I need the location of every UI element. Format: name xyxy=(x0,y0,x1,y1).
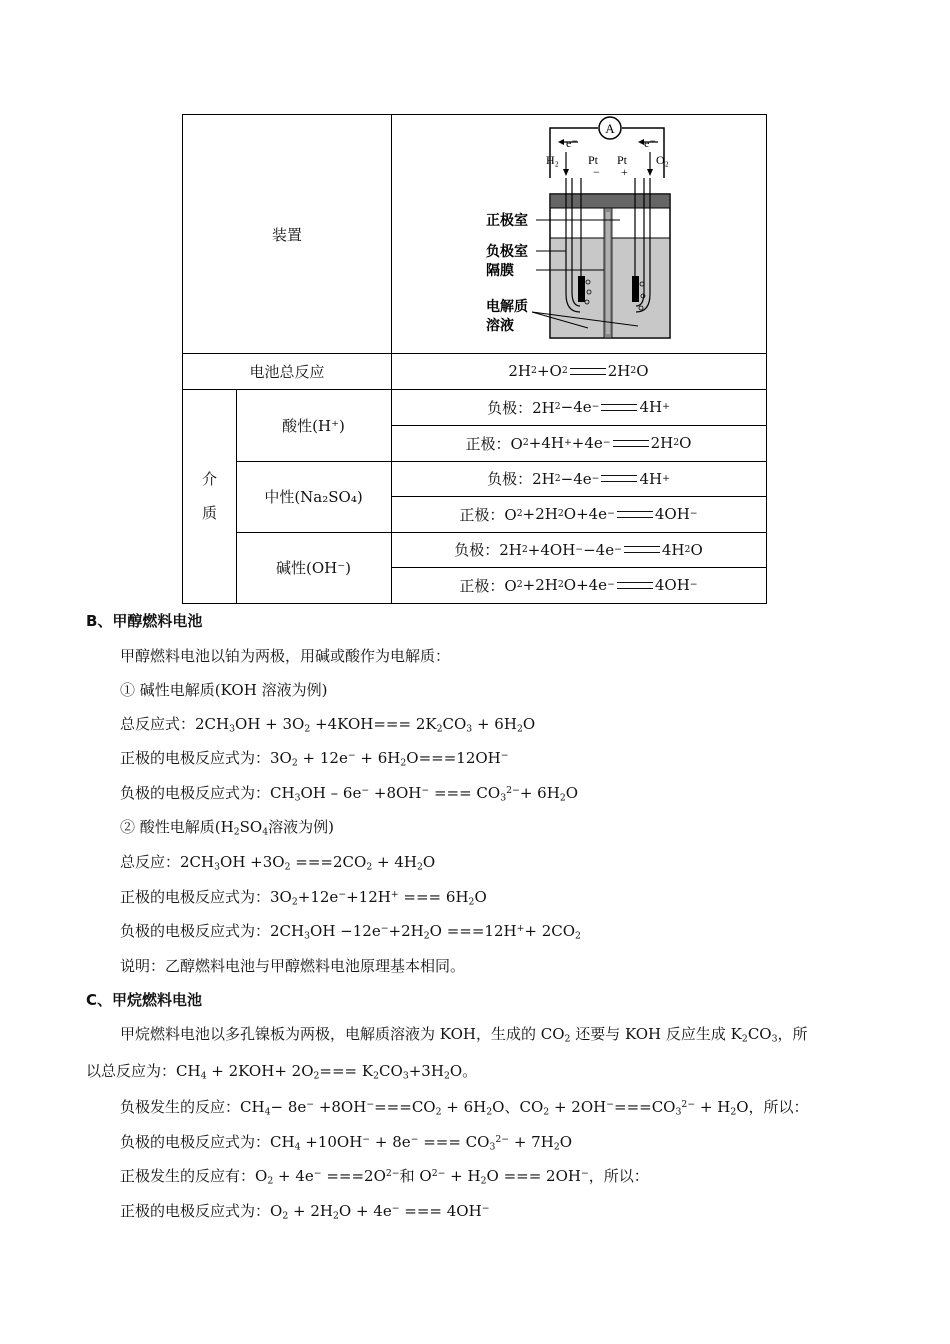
alkaline-label: 碱性(OH⁻) xyxy=(275,559,351,577)
section-c-cathode: 正极的电极反应式为：$O_2 + 2H_2O + 4e^-$ === 4OH− xyxy=(120,1202,490,1222)
section-b-alkaline-total: 总反应式：$2CH_3OH + 3O_2 +4KOH=== 2K_2CO_3 + 6H_2O$ xyxy=(120,715,536,735)
alkaline-anode: 负极：2H 2 +4OH − −4e − 4H 2 O xyxy=(454,540,703,559)
acid-cathode: 正极：O 2 +4H + +4e − 2H 2 O xyxy=(465,434,692,453)
medium-char-2: 质 xyxy=(201,504,217,522)
section-b-acid-total: 总反应：$2CH_3OH +3O_2 ===2CO_2 + 4H_2O$ xyxy=(120,853,436,873)
electron-right-label: e⁻ xyxy=(644,136,656,150)
section-c-anode: 负极的电极反应式为：$CH_4 +10OH^- + 8e^-$ === $CO_3^{2-} + 7H_2O$ xyxy=(120,1133,573,1153)
section-c-anode-reaction: 负极发生的反应：$CH_4- 8e^- +8OH^-===CO_2 + 6H_2O$、$CO_2 + 2OH^-===CO_3^{2-} + H_2O$，所以： xyxy=(120,1098,809,1118)
section-b-acid-cathode: 正极的电极反应式为：$3O_2+12e^-+12H^+$ === $6H_2O$ xyxy=(120,888,487,908)
neutral-label: 中性(Na₂SO₄) xyxy=(264,488,363,506)
h2-label: H₂ xyxy=(546,153,559,167)
ammeter-label: A xyxy=(605,121,615,136)
section-b-title: B、甲醇燃料电池 xyxy=(86,612,203,630)
section-c-intro: 甲烷燃料电池以多孔镍板为两极，电解质溶液为 KOH，生成的 $CO_2$ 还要与 KOH 反应生成 $K_2CO_3$，所 xyxy=(120,1025,808,1045)
section-b-acid-heading: ② 酸性电解质($H_2SO_4$溶液为例) xyxy=(120,818,334,838)
plus-sign: + xyxy=(621,165,628,179)
label-anode-room: 负极室 xyxy=(486,244,528,260)
section-c-cathode-reaction: 正极发生的反应有：$O_2 + 4e^- ===2O^{2-}$和 $O^{2-} + H_2O$ === 2OH−，所以： xyxy=(120,1167,649,1187)
acid-label: 酸性(H⁺) xyxy=(282,416,345,435)
total-reaction-equation: 2H 2 +O 2 2H 2 O xyxy=(508,362,649,380)
section-b-intro: 甲醇燃料电池以铂为两极，用碱或酸作为电解质： xyxy=(120,647,451,665)
neutral-cathode: 正极：O 2 +2H 2 O+4e − 4OH − xyxy=(459,505,698,524)
medium-label xyxy=(183,389,236,603)
neutral-anode: 负极：2H 2 −4e − 4H + xyxy=(487,469,670,488)
label-membrane: 隔膜 xyxy=(486,263,514,279)
acid-anode: 负极：2H 2 −4e − 4H + xyxy=(487,398,670,417)
section-b-note: 说明：乙醇燃料电池与甲醇燃料电池原理基本相同。 xyxy=(120,957,466,975)
minus-sign: − xyxy=(593,165,600,179)
electron-left-label: e⁻ xyxy=(566,136,578,150)
fuel-cell-diagram xyxy=(480,116,720,342)
label-electrolyte-2: 溶液 xyxy=(486,318,514,334)
section-c-title: C、甲烷燃料电池 xyxy=(86,991,203,1009)
section-b-alkaline-heading: ① 碱性电解质(KOH 溶液为例) xyxy=(120,681,328,699)
label-electrolyte-1: 电解质 xyxy=(486,299,528,315)
pt-right-label: Pt xyxy=(617,153,628,167)
pt-left-label: Pt xyxy=(588,153,599,167)
device-label: 装置 xyxy=(271,225,302,244)
section-c-intro-cont: 以总反应为：$CH_4 + 2KOH+ 2O_2=== K_2CO_3+3H_2O$。 xyxy=(86,1062,478,1082)
section-b-acid-anode: 负极的电极反应式为：$2CH_3OH -12e^-+2H_2O ===12H^++ 2CO_2$ xyxy=(120,922,581,942)
medium-char-1: 介 xyxy=(201,470,217,488)
o2-label: O₂ xyxy=(656,153,669,167)
section-b-alkaline-anode: 负极的电极反应式为：$CH_3OH - 6e^- +8OH^-$ === $CO_3^{2-}+ 6H_2O$ xyxy=(120,784,579,804)
total-reaction-label: 电池总反应 xyxy=(249,362,325,381)
alkaline-cathode: 正极：O 2 +2H 2 O+4e − 4OH − xyxy=(459,576,698,595)
section-b-alkaline-cathode: 正极的电极反应式为：$3O_2 + 12e^- + 6H_2O===12OH^-$ xyxy=(120,749,509,769)
label-cathode-room: 正极室 xyxy=(486,213,528,229)
